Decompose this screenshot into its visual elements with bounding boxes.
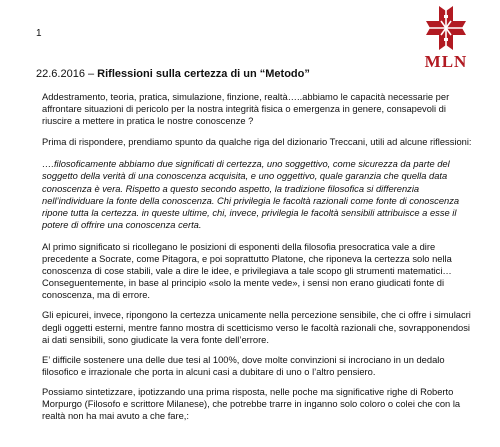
- red-cross-emblem-icon: [417, 4, 475, 52]
- document-heading: [36, 67, 416, 81]
- paragraph-epicureans: Gli epicurei, invece, ripongono la certezza unicamente nella percezione sensibile, che ci offre i simulacri degli oggetti esterni, mentre fanno mostra di scetticismo verso le facoltà razionali che, sovrapponendosi ai dati sensibili, sono giudicate la vera fonte dell’errore.: [42, 310, 471, 345]
- paragraph-first-meaning: Al primo significato si ricollegano le posizioni di esponenti della filosofia presocratica vale a dire precedente a Socrate, come Pitagora, e poi soprattutto Platone, che riponeva la certezza solo nella conoscenza di cose stabili, vale a dire le idee, e privilegiava a tale scopo gli strumenti matematici… Conseguentemente, in base al principio «solo la mente vede», i sensi non erano giudicati fonte di conoscenza, ma di errore.: [42, 241, 452, 301]
- mln-logo: [417, 4, 475, 74]
- paragraph-intro: Addestramento, teoria, pratica, simulazione, finzione, realtà…..abbiamo le capacità necessarie per affrontare situazioni di pericolo per la nostra integrità fisica o emergenza in genere, consapevoli di riuscire a mettere in pratica le nostre conoscenze ?: [42, 92, 450, 127]
- page-number: 1: [36, 28, 42, 39]
- paragraph-treccani-intro: Prima di rispondere, prendiamo spunto da qualche riga del dizionario Treccani, utili ad alcune riflessioni:: [42, 137, 472, 148]
- logo-text: MLN: [424, 52, 468, 71]
- heading-date: 22.6.2016 –: [36, 68, 98, 80]
- document-body: [42, 91, 474, 422]
- heading-title: Riflessioni sulla certezza di un “Metodo”: [97, 68, 310, 80]
- paragraph-synthesis: Possiamo sintetizzare, ipotizzando una prima risposta, nelle poche ma significative righe di Roberto Morpurgo (Filosofo e scrittore Milanese), che potrebbe trarre in inganno solo coloro o colei che con la realtà non ha mai avuto a che fare,:: [42, 386, 461, 422]
- paragraph-difficulty: E’ difficile sostenere una delle due tesi al 100%, dove molte convinzioni si incrociano in un dedalo filosofico e irrazionale che porta in alcuni casi a dubitare di uno o l’altro pensiero.: [42, 354, 445, 377]
- paragraph-quote: ….filosoficamente abbiamo due significati di certezza, uno soggettivo, come sicurezza da parte del soggetto della verità di una conoscenza acquisita, e uno oggettivo, quale garanzia che quella data conoscenza è vera. Rispetto a questo secondo aspetto, la tradizione filosofica si differenzia nell’individuare la fonte della conoscenza. Chi privilegia le facoltà razionali come fonte di conoscenza ripone tutta la certezza. in queste ultime, chi, invece, privilegia le facoltà sensibili attribuisce a esse il potere di offrire una conoscenza certa.: [42, 159, 460, 230]
